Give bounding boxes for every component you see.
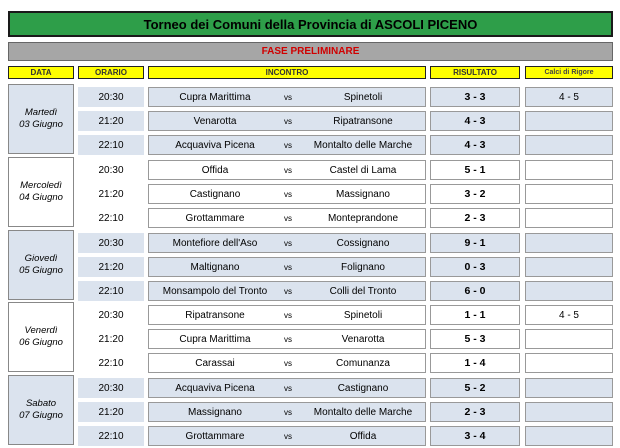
home-team: Massignano <box>188 406 242 418</box>
match-time: 21:20 <box>78 111 144 131</box>
match-row <box>148 426 426 446</box>
away-team: Spinetoli <box>343 91 383 103</box>
match-time: 21:20 <box>78 184 144 204</box>
match-result: 9 - 1 <box>430 233 520 253</box>
header-date: DATA <box>8 66 74 79</box>
away-team: Montalto delle Marche <box>313 139 413 151</box>
home-team: Monsampolo del Tronto <box>162 285 268 297</box>
away-team: Castel di Lama <box>329 164 397 176</box>
match-row <box>148 329 426 349</box>
match-result: 6 - 0 <box>430 281 520 301</box>
tournament-title: Torneo dei Comuni della Provincia di ASCOLI PICENO <box>8 11 613 37</box>
penalty-result: 4 - 5 <box>525 305 613 325</box>
home-team: Offida <box>201 164 229 176</box>
match-result: 3 - 3 <box>430 87 520 107</box>
vs-label: vs <box>284 189 292 199</box>
away-team: Monteprandone <box>327 212 399 224</box>
penalty-result <box>525 329 613 349</box>
match-result: 5 - 3 <box>430 329 520 349</box>
away-team: Folignano <box>341 261 385 273</box>
vs-label: vs <box>284 407 292 417</box>
home-team: Grottammare <box>185 430 245 442</box>
home-team: Acquaviva Picena <box>175 139 255 151</box>
match-row <box>148 257 426 277</box>
penalty-result <box>525 378 613 398</box>
home-team: Carassai <box>195 357 235 369</box>
header-match: INCONTRO <box>148 66 426 79</box>
match-row <box>148 208 426 228</box>
home-team: Cupra Marittima <box>179 91 251 103</box>
vs-label: vs <box>284 116 292 126</box>
vs-label: vs <box>284 431 292 441</box>
match-time: 22:10 <box>78 353 144 373</box>
header-penalties: Calci di Rigore <box>525 66 613 79</box>
match-result: 5 - 1 <box>430 160 520 180</box>
vs-label: vs <box>284 310 292 320</box>
vs-label: vs <box>284 358 292 368</box>
home-team: Montefiore dell'Aso <box>172 237 258 249</box>
penalty-result <box>525 111 613 131</box>
vs-label: vs <box>284 286 292 296</box>
match-row <box>148 305 426 325</box>
match-result: 3 - 4 <box>430 426 520 446</box>
match-time: 20:30 <box>78 378 144 398</box>
header-time: ORARIO <box>78 66 144 79</box>
day-label: Venerdì 06 Giugno <box>8 302 74 372</box>
away-team: Venarotta <box>341 333 385 345</box>
match-row <box>148 402 426 422</box>
away-team: Offida <box>349 430 377 442</box>
match-row <box>148 135 426 155</box>
match-row <box>148 160 426 180</box>
home-team: Grottammare <box>185 212 245 224</box>
match-time: 22:10 <box>78 208 144 228</box>
match-time: 22:10 <box>78 281 144 301</box>
day-label: Sabato 07 Giugno <box>8 375 74 445</box>
penalty-result <box>525 353 613 373</box>
home-team: Ripatransone <box>185 309 245 321</box>
home-team: Castignano <box>189 188 241 200</box>
vs-label: vs <box>284 213 292 223</box>
match-time: 22:10 <box>78 135 144 155</box>
match-row <box>148 87 426 107</box>
match-result: 1 - 4 <box>430 353 520 373</box>
header-result: RISULTATO <box>430 66 520 79</box>
phase-banner: FASE PRELIMINARE <box>8 42 613 61</box>
match-row <box>148 378 426 398</box>
penalty-result <box>525 184 613 204</box>
match-result: 2 - 3 <box>430 208 520 228</box>
match-time: 21:20 <box>78 257 144 277</box>
match-time: 20:30 <box>78 305 144 325</box>
match-result: 2 - 3 <box>430 402 520 422</box>
penalty-result <box>525 233 613 253</box>
vs-label: vs <box>284 92 292 102</box>
penalty-result <box>525 208 613 228</box>
penalty-result: 4 - 5 <box>525 87 613 107</box>
match-time: 20:30 <box>78 160 144 180</box>
penalty-result <box>525 426 613 446</box>
match-row <box>148 233 426 253</box>
vs-label: vs <box>284 334 292 344</box>
vs-label: vs <box>284 238 292 248</box>
away-team: Comunanza <box>336 357 390 369</box>
penalty-result <box>525 135 613 155</box>
vs-label: vs <box>284 140 292 150</box>
vs-label: vs <box>284 383 292 393</box>
home-team: Maltignano <box>190 261 240 273</box>
match-time: 20:30 <box>78 233 144 253</box>
match-time: 22:10 <box>78 426 144 446</box>
match-row <box>148 281 426 301</box>
day-label: Martedì 03 Giugno <box>8 84 74 154</box>
match-row <box>148 353 426 373</box>
penalty-result <box>525 160 613 180</box>
vs-label: vs <box>284 165 292 175</box>
day-label: Giovedì 05 Giugno <box>8 230 74 300</box>
match-result: 4 - 3 <box>430 111 520 131</box>
away-team: Spinetoli <box>343 309 383 321</box>
match-time: 21:20 <box>78 329 144 349</box>
day-label: Mercoledì 04 Giugno <box>8 157 74 227</box>
home-team: Venarotta <box>193 115 237 127</box>
match-row <box>148 184 426 204</box>
away-team: Colli del Tronto <box>329 285 397 297</box>
match-result: 0 - 3 <box>430 257 520 277</box>
penalty-result <box>525 402 613 422</box>
match-row <box>148 111 426 131</box>
penalty-result <box>525 257 613 277</box>
home-team: Acquaviva Picena <box>175 382 255 394</box>
match-time: 21:20 <box>78 402 144 422</box>
match-result: 1 - 1 <box>430 305 520 325</box>
match-result: 5 - 2 <box>430 378 520 398</box>
away-team: Ripatransone <box>333 115 393 127</box>
away-team: Massignano <box>336 188 390 200</box>
away-team: Castignano <box>337 382 389 394</box>
penalty-result <box>525 281 613 301</box>
vs-label: vs <box>284 262 292 272</box>
home-team: Cupra Marittima <box>179 333 251 345</box>
match-result: 4 - 3 <box>430 135 520 155</box>
match-time: 20:30 <box>78 87 144 107</box>
away-team: Montalto delle Marche <box>313 406 413 418</box>
away-team: Cossignano <box>336 237 390 249</box>
match-result: 3 - 2 <box>430 184 520 204</box>
